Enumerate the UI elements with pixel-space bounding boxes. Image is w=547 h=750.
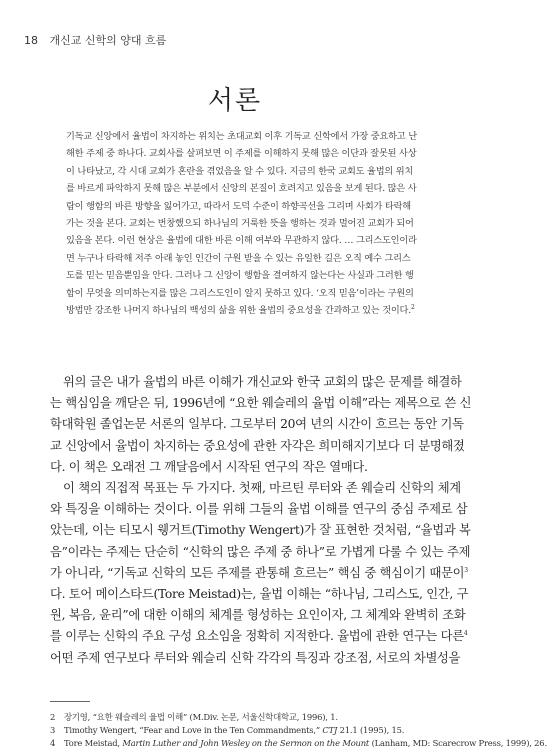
footnote-text: Timothy Wengert, “Fear and Love in the Ten Commandments,” [64,725,323,735]
footnote-number: 3 [50,725,56,735]
book-title: 개신교 신학의 양대 흐름 [49,34,167,47]
body-line: 는 핵심임을 깨닫은 뒤, 1996년에 “요한 웨슬레의 율법 이해”라는 제목으로 쓴 신 [50,396,472,411]
body-line-with-ref [50,584,469,605]
footnote-divider [50,701,90,702]
footnotes [50,711,547,750]
body-line: 가 아니라, “기독교 신학의 모든 주제를 관통해 흐르는” 핵심 중 핵심이기 때문이$^3$ [50,565,468,580]
footnote [50,737,547,750]
quote-line: 면 누구나 타락해 저주 아래 놓인 인간이 구원 받을 수 있는 유일한 길은 오직 예수 그리스 [66,252,411,264]
footnote-ref[interactable]: 2 [410,304,415,311]
quote-line-text: 방법만 강조한 나머지 하나님의 백성의 삶을 위한 율법의 중요성을 간과하고 있는 것이다. [66,305,411,317]
running-header [24,32,166,48]
body-line: 이 책의 직접적 목표는 두 가지다. 첫째, 마르틴 루터와 존 웨슬리 신학의 체계 [63,481,461,496]
body-line: 와 특징을 이해하는 것이다. 이를 위해 그들의 율법 이해를 연구의 중심 주제로 삼 [50,502,468,517]
quote-line: 있음을 본다. 이런 현상은 율법에 대한 바른 이해 여부와 무관하지 않다. … 그리스도인이라 [66,235,417,247]
footnote-text: Tore Meistad, [64,738,123,748]
quote-line-last [66,302,446,319]
footnote-italic: CTJ [322,725,338,735]
page-number: 18 [24,34,38,47]
body-text [50,372,472,669]
footnote [50,724,460,737]
quote-line: 도를 믿는 믿음뿐임을 안다. 그러나 그 신앙이 행함을 결여하지 않는다는 사실과 그러한 행 [66,270,414,282]
quote-line: 해한 주제 중 하나다. 교회사를 살펴보면 이 주제를 이해하지 못해 많은 이단과 잘못된 사상 [66,148,417,160]
footnote-number: 2 [50,712,56,722]
footnote-text: 장기영, “요한 웨슬레의 율법 이해” (M.Div. 논문, 서울신학대학교, 1996), 1. [64,712,338,722]
footnote-ref[interactable]: 4 [463,630,468,638]
body-line: 어떤 주제 연구보다 루터와 웨슬리 신학 각각의 특징과 강조점, 서로의 차별성을 [50,650,461,665]
quote-line: 가는 것을 본다. 교회는 번창했으되 하나님의 거룩한 뜻을 행하는 것과 멀어진 교회가 되어 [66,218,414,230]
body-line: 위의 글은 내가 율법의 바른 이해가 개신교와 한국 교회의 많은 문제를 해결하 [63,375,462,389]
quote-line: 이 나타났고, 각 시대 교회가 혼란을 겪었음을 알 수 있다. 지금의 한국 교회도 율법의 위치 [66,165,414,177]
body-line-text: 다. 토어 메이스타드(Tore Meistad)는, 율법 이해는 “하나님, 그리스도, 인간, 구 [50,587,469,602]
body-line: 원, 복음, 윤리”에 대한 이해의 체계를 형성하는 요인이자, 그 체계와 완벽히 조화 [50,608,466,623]
quote-line: 함이 무엇을 의미하는지를 많은 그리스도인이 알지 못하고 있다. ‘오직 믿음’이라는 구원의 [66,287,414,299]
quote-line: 를 바르게 파악하지 못해 많은 부분에서 신앙의 본질이 흐려지고 있음을 보게 된다. 많은 사 [66,183,417,195]
footnote-text-after: (Lanham, MD: Scarecrow Press, 1999), 26. [369,738,547,748]
body-line: 았는데, 이는 티모시 웽거트(Timothy Wengert)가 잘 표현한 것처럼, “율법과 복 [50,523,471,538]
body-line: 음”이라는 주제는 단순히 “신학의 많은 주제 중 하나”로 가볍게 다룰 수 있는 주제 [50,544,471,559]
body-line: 를 이루는 신학의 주요 구성 요소임을 정확히 지적한다. 율법에 관한 연구는 다른$^4$ [50,629,468,644]
body-line: 교 신앙에서 율법이 차지하는 중요성에 관한 자각은 희미해지기보다 더 분명해졌 [50,438,465,453]
footnote-number: 4 [50,738,56,748]
block-quote [66,128,446,319]
quote-line: 람이 행함의 바른 방향을 잃어가고, 따라서 도덕 수준이 하향곡선을 그리며 사회가 타락해 [66,200,411,212]
footnote [50,711,460,724]
section-title: 서론 [207,86,263,116]
footnote-italic: Martin Luther and John Wesley on the Sermon on the Mount [122,738,370,748]
body-line: 학대학원 졸업논문 서론의 일부다. 그로부터 20여 년의 시간이 흐르는 동안 기독 [50,417,464,432]
footnote-ref[interactable]: 3 [464,566,468,574]
quote-line: 기독교 신앙에서 율법이 차지하는 위치는 초대교회 이후 기독교 신학에서 가장 중요하고 난 [66,131,417,142]
footnote-text-after: 21.1 (1995), 15. [337,725,405,735]
body-line: 다. 이 책은 오래전 그 깨달음에서 시작된 연구의 작은 열매다. [50,459,368,474]
